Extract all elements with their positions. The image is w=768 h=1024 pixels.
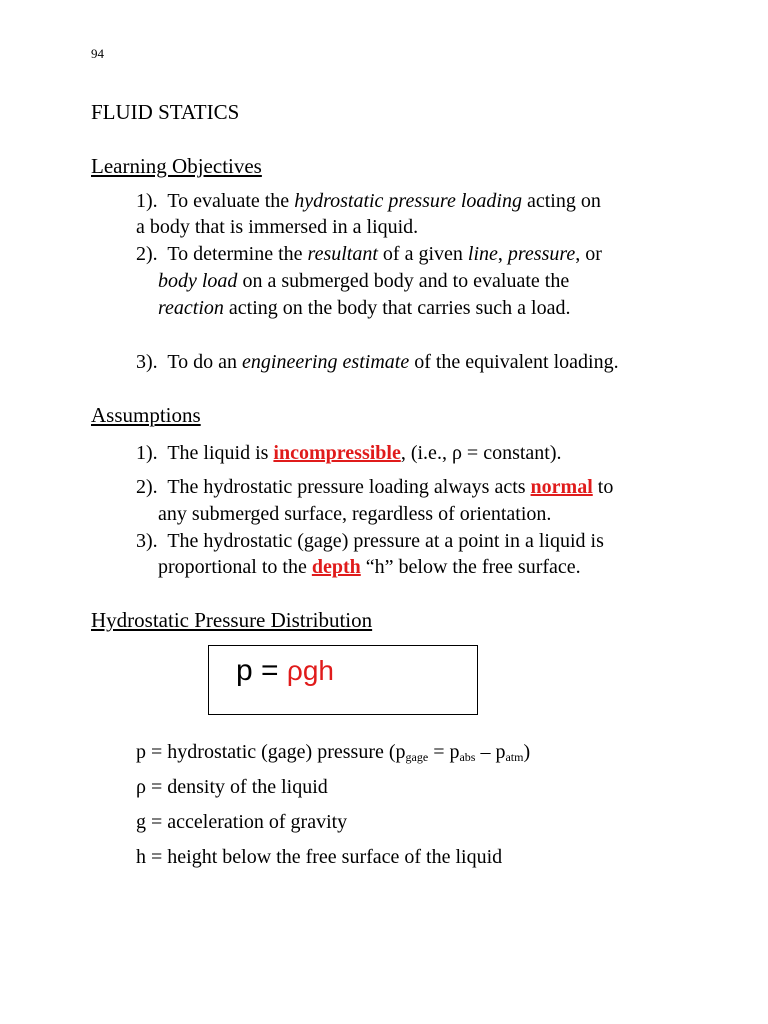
formula-lhs: p = [236,654,279,687]
assumptions-heading: Assumptions [91,403,201,427]
definition-rho: ρ = density of the liquid [136,776,328,798]
page-title: FLUID STATICS [91,100,240,124]
highlight-depth: depth [311,556,361,578]
objective-1-line-2: a body that is immersed in a liquid. [136,216,419,238]
distribution-heading: Hydrostatic Pressure Distribution [91,608,373,632]
formula-box [208,645,478,715]
definition-h: h = height below the free surface of the liquid [136,846,503,868]
assumption-3-line-2: proportional to the depth “h” below the free surface. [158,556,581,578]
assumption-2-line-1: 2). The hydrostatic pressure loading always acts normal to [136,476,614,498]
highlight-incompressible: incompressible [273,442,401,464]
objective-2-line-3: reaction acting on the body that carries such a load. [158,297,571,319]
learning-objectives-heading: Learning Objectives [91,154,262,178]
objective-2-line-2: body load on a submerged body and to evaluate the [158,270,570,292]
page-number: 94 [91,46,104,61]
objective-2-line-1: 2). To determine the resultant of a given line, pressure, or [136,243,602,265]
objective-1-line-1: 1). To evaluate the hydrostatic pressure loading acting on [136,190,601,212]
assumption-1: 1). The liquid is incompressible, (i.e., ρ = constant). [136,442,562,464]
highlight-normal: normal [530,476,593,498]
assumption-3-line-1: 3). The hydrostatic (gage) pressure at a point in a liquid is [136,530,604,552]
assumption-2-line-2: any submerged surface, regardless of orientation. [158,503,552,525]
objective-3: 3). To do an engineering estimate of the equivalent loading. [136,351,619,373]
definition-p: p = hydrostatic (gage) pressure $(p_{gage} = p_{abs} - p_{atm})$ [136,741,531,764]
definition-g: g = acceleration of gravity [136,811,348,833]
formula [236,654,334,688]
formula-rhs: ρgh [286,655,334,686]
